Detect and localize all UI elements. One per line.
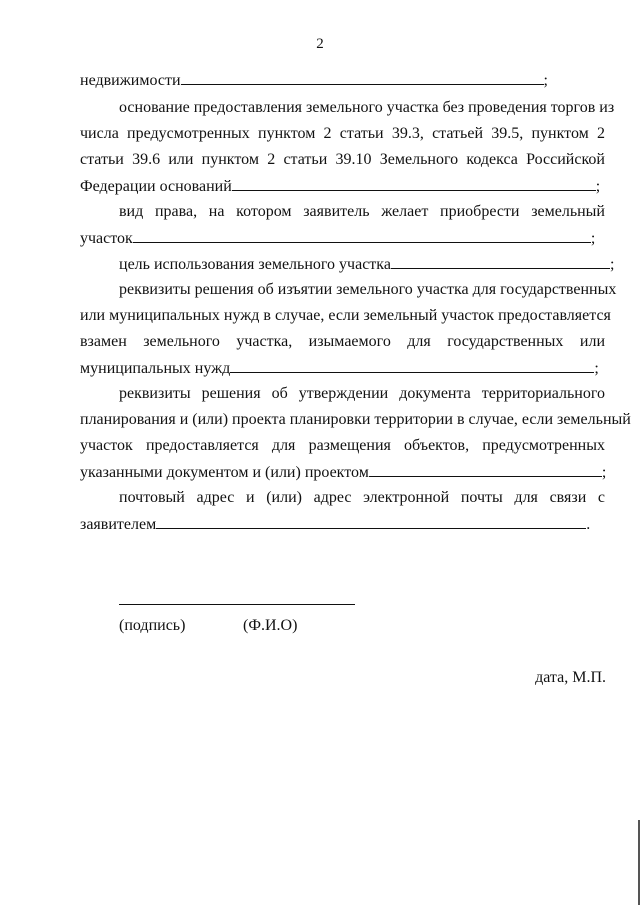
line-text: заявителем — [80, 516, 157, 533]
line-text: цель использования земельного участка — [119, 256, 391, 273]
text-line: статьи 39.6 или пунктом 2 статьи 39.10 Земельного кодекса Российской — [80, 151, 605, 168]
text-line: участок предоставляется для размещения объектов, предусмотренных — [80, 437, 605, 454]
page-number: 2 — [316, 36, 324, 52]
text-line — [80, 176, 600, 197]
name-label: (Ф.И.О) — [243, 617, 298, 634]
signature-label: (подпись) — [119, 617, 186, 634]
blank-field — [232, 176, 596, 191]
text-line: основание предоставления земельного участка без проведения торгов из — [119, 99, 615, 116]
blank-field — [181, 70, 544, 85]
line-end: ; — [594, 360, 599, 377]
line-end: ; — [595, 178, 601, 195]
blank-field — [230, 358, 594, 373]
blank-field — [391, 254, 610, 269]
text-line — [80, 358, 599, 379]
line-text: недвижимости — [80, 72, 181, 89]
text-line — [119, 254, 614, 275]
line-text: участок — [80, 230, 133, 247]
line-text: указанными документом и (или) проектом — [80, 464, 369, 481]
blank-field — [133, 228, 591, 243]
text-line: взамен земельного участка, изымаемого для государственных или — [80, 333, 605, 350]
line-end: ; — [601, 464, 607, 481]
text-line: реквизиты решения об изъятии земельного участка для государственных — [119, 281, 617, 298]
line-text: муниципальных нужд — [80, 360, 231, 377]
line-end: . — [586, 516, 591, 533]
date-stamp-label: дата, М.П. — [535, 669, 606, 686]
text-line — [80, 462, 606, 483]
text-line: почтовый адрес и (или) адрес электронной почты для связи с — [119, 489, 605, 506]
signature-line — [119, 604, 355, 605]
text-line: или муниципальных нужд в случае, если земельный участок предоставляется — [80, 307, 611, 324]
text-line: числа предусмотренных пунктом 2 статьи 39.3, статьей 39.5, пунктом 2 — [80, 125, 605, 142]
text-line: реквизиты решения об утверждении документа территориального — [119, 385, 605, 402]
line-text: Федерации оснований — [80, 178, 232, 195]
text-line: вид права, на котором заявитель желает приобрести земельный — [119, 203, 605, 220]
text-line — [80, 228, 595, 249]
line-end: ; — [543, 72, 548, 89]
blank-field — [156, 514, 586, 529]
text-line — [80, 70, 548, 91]
line-end: ; — [609, 256, 615, 273]
line-end: ; — [590, 230, 596, 247]
text-line — [80, 514, 590, 535]
text-line: планирования и (или) проекта планировки территории в случае, если земельный — [80, 411, 631, 428]
blank-field — [369, 462, 602, 477]
